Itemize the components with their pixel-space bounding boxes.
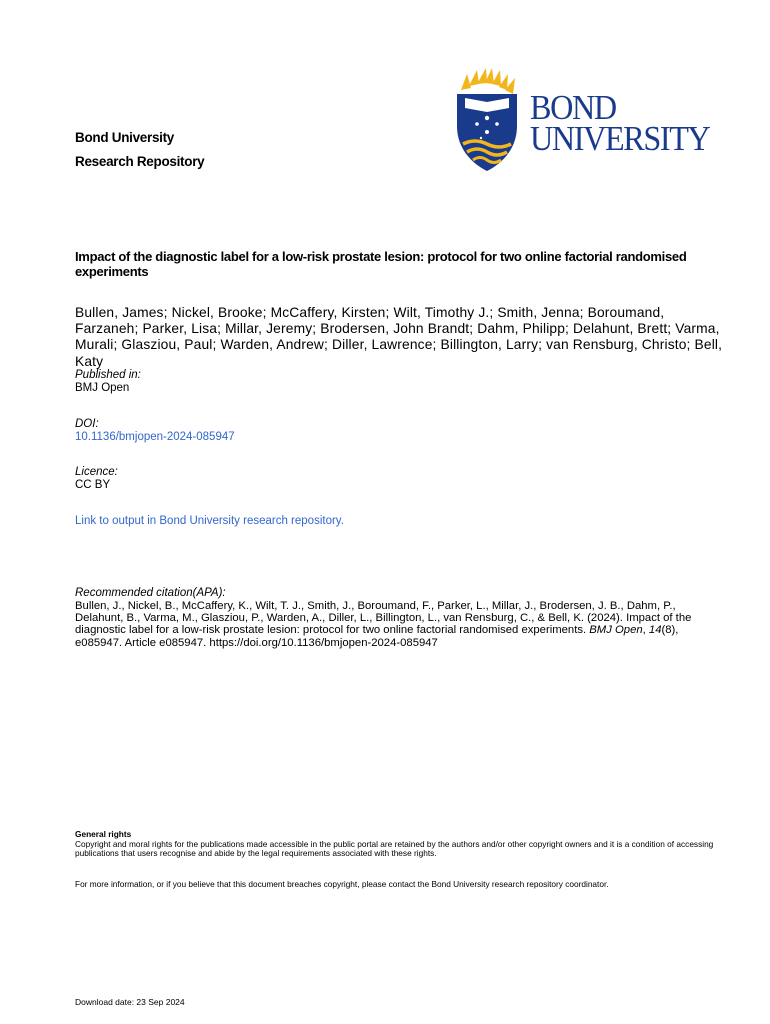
repository-link[interactable]: Link to output in Bond University research repository.: [75, 515, 344, 527]
doi-link[interactable]: 10.1136/bmjopen-2024-085947: [75, 431, 235, 443]
repository-header: [75, 126, 204, 174]
logo-line-university: UNIVERSITY: [530, 119, 710, 158]
doi-label: DOI:: [75, 418, 99, 430]
more-info-text: For more information, or if you believe that this document breaches copyright, please contact the Bond University research repository coordinator.: [75, 879, 609, 889]
citation-text: [75, 600, 725, 649]
author-list: Bullen, James; Nickel, Brooke; McCaffery, Kirsten; Wilt, Timothy J.; Smith, Jenna; Boroumand, Farzaneh; Parker, Lisa; Millar, Jeremy; Brodersen, John Brandt; Dahm, Philipp; Delahunt, Brett; Varma, Murali; Glasziou, Paul; Warden, Andrew; Diller, Lawrence; Billington, Larry; van Rensburg, Christo; Bell, Katy: [75, 305, 723, 369]
download-date: Download date: 23 Sep 2024: [75, 997, 185, 1007]
university-name: Bond University: [75, 130, 175, 145]
general-rights-text: Copyright and moral rights for the publications made accessible in the public portal are retained by the authors and/or other copyright owners and it is a condition of accessing publications that users recognise and abide by the legal requirements associated with these rights.: [75, 838, 714, 859]
licence-value: CC BY: [75, 479, 111, 491]
published-block: [75, 369, 141, 395]
citation-part2: (8), e085947. Article e085947. https://doi.org/10.1136/bmjopen-2024-085947: [75, 624, 679, 649]
general-rights-heading: General rights: [75, 829, 132, 839]
logo-wordmark: [530, 88, 725, 158]
licence-label: Licence:: [75, 466, 118, 478]
published-value: BMJ Open: [75, 382, 130, 394]
document-title: Impact of the diagnostic label for a low-risk prostate lesion: protocol for two online factorial randomised experiments: [75, 249, 687, 279]
general-rights: [75, 830, 735, 859]
citation-sep: ,: [642, 624, 649, 637]
logo-line-bond: BOND: [530, 88, 616, 127]
repository-name: Research Repository: [75, 154, 205, 169]
doi-block: [75, 418, 235, 444]
published-label: Published in:: [75, 369, 141, 381]
crest-icon: [457, 68, 517, 171]
citation-part1: Bullen, J., Nickel, B., McCaffery, K., Wilt, T. J., Smith, J., Boroumand, F., Parker, L., Millar, J., Brodersen, J. B., Dahm, P., Delahunt, B., Varma, M., Glasziou, P., Warden, A., Diller, L., Billington, L., van Rensburg, C., & Bell, K. (2024). Impact of the diagnostic label for a low-risk prostate lesion: protocol for two online factorial randomised experiments.: [75, 600, 692, 637]
citation-label: Recommended citation(APA):: [75, 587, 226, 599]
licence-block: [75, 466, 118, 492]
citation-volume: 14: [648, 624, 662, 637]
citation-journal: BMJ Open: [589, 624, 643, 637]
